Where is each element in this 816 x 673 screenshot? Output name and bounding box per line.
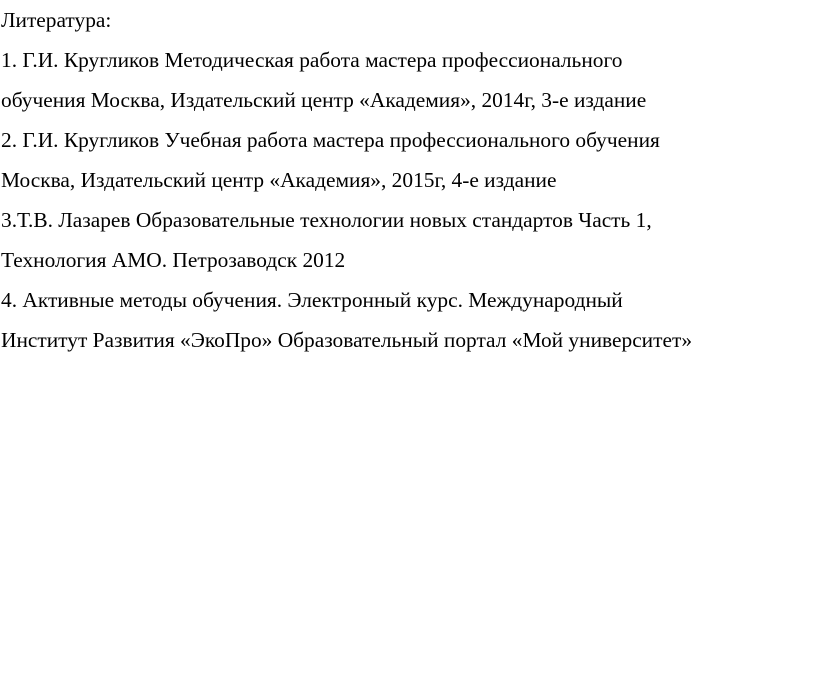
- reference-2-line-1: 2. Г.И. Кругликов Учебная работа мастера профессионального обучения: [1, 128, 660, 152]
- literature-heading: Литература:: [1, 8, 112, 32]
- reference-4-line-1: 4. Активные методы обучения. Электронный курс. Международный: [1, 288, 623, 312]
- reference-3-line-2: Технология АМО. Петрозаводск 2012: [1, 248, 346, 272]
- text-block: [1, 0, 813, 360]
- reference-4-line-2: Институт Развития «ЭкоПро» Образовательный портал «Мой университет»: [1, 328, 693, 352]
- reference-1-line-2: обучения Москва, Издательский центр «Академия», 2014г, 3-е издание: [1, 88, 647, 112]
- reference-2-line-2: Москва, Издательский центр «Академия», 2015г, 4-е издание: [1, 168, 557, 192]
- reference-1-line-1: 1. Г.И. Кругликов Методическая работа мастера профессионального: [1, 48, 623, 72]
- reference-3-line-1: 3.Т.В. Лазарев Образовательные технологии новых стандартов Часть 1,: [1, 208, 652, 232]
